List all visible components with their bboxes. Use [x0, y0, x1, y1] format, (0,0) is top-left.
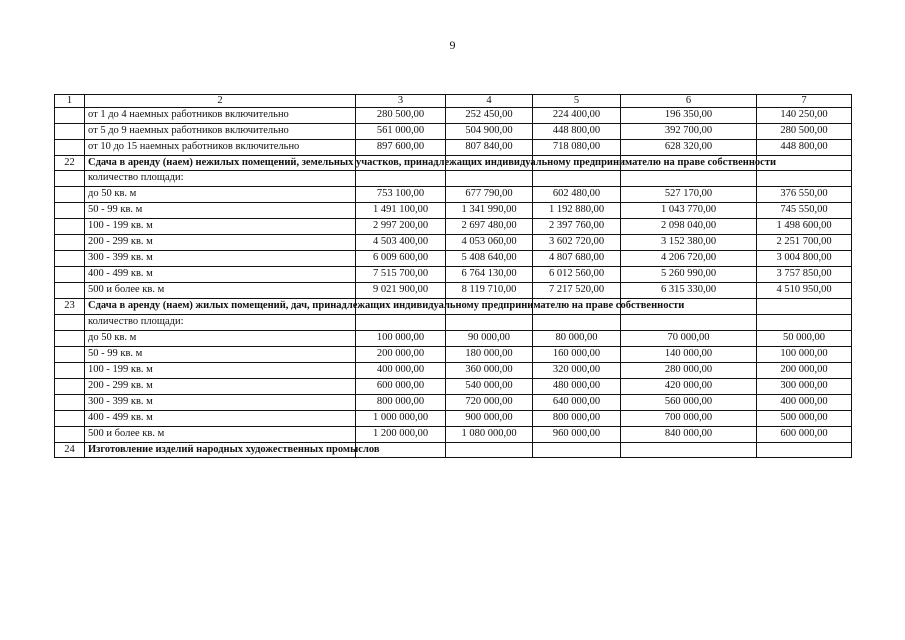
- empty-cell: [55, 346, 85, 362]
- value-cell: 400 000,00: [356, 362, 446, 378]
- value-cell: 280 500,00: [757, 124, 852, 140]
- value-cell: [621, 314, 757, 330]
- value-cell: 897 600,00: [356, 140, 446, 156]
- row-label: 500 и более кв. м: [85, 283, 356, 299]
- table-row: [55, 251, 852, 267]
- value-cell: 6 009 600,00: [356, 251, 446, 267]
- row-label: количество площади:: [85, 171, 356, 187]
- value-cell: 6 315 330,00: [621, 283, 757, 299]
- value-cell: 4 510 950,00: [757, 283, 852, 299]
- value-cell: 3 757 850,00: [757, 267, 852, 283]
- value-cell: 960 000,00: [533, 426, 621, 442]
- section-heading-row: [55, 442, 852, 457]
- value-cell: 7 217 520,00: [533, 283, 621, 299]
- value-cell: 448 800,00: [757, 140, 852, 156]
- column-number: 5: [533, 95, 621, 108]
- empty-cell: [757, 442, 852, 457]
- table-row: [55, 203, 852, 219]
- value-cell: 1 043 770,00: [621, 203, 757, 219]
- table-row: [55, 140, 852, 156]
- row-label: от 5 до 9 наемных работников включительно: [85, 124, 356, 140]
- empty-cell: [621, 442, 757, 457]
- table-row: [55, 394, 852, 410]
- value-cell: 2 251 700,00: [757, 235, 852, 251]
- column-number: 3: [356, 95, 446, 108]
- value-cell: 140 250,00: [757, 108, 852, 124]
- row-label: 400 - 499 кв. м: [85, 267, 356, 283]
- value-cell: 360 000,00: [446, 362, 533, 378]
- value-cell: 2 997 200,00: [356, 219, 446, 235]
- section-heading-row: [55, 156, 852, 171]
- value-cell: 1 080 000,00: [446, 426, 533, 442]
- empty-cell: [55, 171, 85, 187]
- value-cell: 753 100,00: [356, 187, 446, 203]
- row-label: до 50 кв. м: [85, 187, 356, 203]
- table-row: [55, 187, 852, 203]
- value-cell: 3 152 380,00: [621, 235, 757, 251]
- empty-cell: [757, 299, 852, 314]
- value-cell: 720 000,00: [446, 394, 533, 410]
- empty-cell: [55, 410, 85, 426]
- section-number: 23: [55, 299, 85, 314]
- empty-cell: [55, 426, 85, 442]
- value-cell: 745 550,00: [757, 203, 852, 219]
- value-cell: 80 000,00: [533, 330, 621, 346]
- value-cell: 180 000,00: [446, 346, 533, 362]
- value-cell: 1 200 000,00: [356, 426, 446, 442]
- section-number: 22: [55, 156, 85, 171]
- tariff-table: [54, 94, 852, 458]
- value-cell: 840 000,00: [621, 426, 757, 442]
- empty-cell: [55, 283, 85, 299]
- value-cell: 628 320,00: [621, 140, 757, 156]
- row-label: 200 - 299 кв. м: [85, 378, 356, 394]
- section-title: Изготовление изделий народных художественных промыслов: [85, 442, 356, 457]
- value-cell: 7 515 700,00: [356, 267, 446, 283]
- value-cell: 6 764 130,00: [446, 267, 533, 283]
- value-cell: 560 000,00: [621, 394, 757, 410]
- value-cell: 3 004 800,00: [757, 251, 852, 267]
- row-label: от 10 до 15 наемных работников включительно: [85, 140, 356, 156]
- column-number: 6: [621, 95, 757, 108]
- section-title: Сдача в аренду (наем) нежилых помещений, земельных участков, принадлежащих индивидуальному предпринимателю на праве собственности: [85, 156, 356, 171]
- value-cell: 600 000,00: [356, 378, 446, 394]
- value-cell: 1 000 000,00: [356, 410, 446, 426]
- row-label: от 1 до 4 наемных работников включительно: [85, 108, 356, 124]
- table-row: [55, 346, 852, 362]
- value-cell: 1 341 990,00: [446, 203, 533, 219]
- empty-cell: [55, 124, 85, 140]
- value-cell: 200 000,00: [757, 362, 852, 378]
- value-cell: 4 807 680,00: [533, 251, 621, 267]
- value-cell: 1 498 600,00: [757, 219, 852, 235]
- column-number: 4: [446, 95, 533, 108]
- table-row: [55, 108, 852, 124]
- column-number: 7: [757, 95, 852, 108]
- table-row: [55, 267, 852, 283]
- table-row: [55, 314, 852, 330]
- value-cell: 2 697 480,00: [446, 219, 533, 235]
- value-cell: 160 000,00: [533, 346, 621, 362]
- page-number: 9: [449, 38, 456, 52]
- value-cell: 527 170,00: [621, 187, 757, 203]
- table-row: [55, 426, 852, 442]
- row-label: до 50 кв. м: [85, 330, 356, 346]
- empty-cell: [55, 314, 85, 330]
- value-cell: 300 000,00: [757, 378, 852, 394]
- value-cell: 4 053 060,00: [446, 235, 533, 251]
- value-cell: 640 000,00: [533, 394, 621, 410]
- value-cell: [446, 171, 533, 187]
- table-row: [55, 219, 852, 235]
- value-cell: [446, 314, 533, 330]
- column-number-row: [55, 95, 852, 108]
- value-cell: 1 192 880,00: [533, 203, 621, 219]
- row-label: количество площади:: [85, 314, 356, 330]
- empty-cell: [55, 362, 85, 378]
- value-cell: 100 000,00: [757, 346, 852, 362]
- empty-cell: [55, 251, 85, 267]
- table-row: [55, 283, 852, 299]
- value-cell: [356, 171, 446, 187]
- table-row: [55, 362, 852, 378]
- value-cell: 9 021 900,00: [356, 283, 446, 299]
- column-number: 2: [85, 95, 356, 108]
- value-cell: 3 602 720,00: [533, 235, 621, 251]
- value-cell: [533, 171, 621, 187]
- value-cell: 420 000,00: [621, 378, 757, 394]
- empty-cell: [55, 378, 85, 394]
- empty-cell: [55, 187, 85, 203]
- value-cell: 5 408 640,00: [446, 251, 533, 267]
- value-cell: 1 491 100,00: [356, 203, 446, 219]
- value-cell: 100 000,00: [356, 330, 446, 346]
- row-label: 300 - 399 кв. м: [85, 251, 356, 267]
- value-cell: 540 000,00: [446, 378, 533, 394]
- value-cell: 4 206 720,00: [621, 251, 757, 267]
- row-label: 500 и более кв. м: [85, 426, 356, 442]
- value-cell: 6 012 560,00: [533, 267, 621, 283]
- row-label: 100 - 199 кв. м: [85, 219, 356, 235]
- empty-cell: [446, 442, 533, 457]
- value-cell: 5 260 990,00: [621, 267, 757, 283]
- value-cell: [533, 314, 621, 330]
- value-cell: 50 000,00: [757, 330, 852, 346]
- value-cell: 2 098 040,00: [621, 219, 757, 235]
- value-cell: 90 000,00: [446, 330, 533, 346]
- value-cell: 2 397 760,00: [533, 219, 621, 235]
- value-cell: 600 000,00: [757, 426, 852, 442]
- section-number: 24: [55, 442, 85, 457]
- section-heading-row: [55, 299, 852, 314]
- value-cell: 700 000,00: [621, 410, 757, 426]
- empty-cell: [533, 442, 621, 457]
- value-cell: [356, 314, 446, 330]
- value-cell: 70 000,00: [621, 330, 757, 346]
- section-title: Сдача в аренду (наем) жилых помещений, дач, принадлежащих индивидуальному предпринимателю на праве собственности: [85, 299, 356, 314]
- value-cell: 602 480,00: [533, 187, 621, 203]
- row-label: 50 - 99 кв. м: [85, 203, 356, 219]
- value-cell: 448 800,00: [533, 124, 621, 140]
- value-cell: 480 000,00: [533, 378, 621, 394]
- row-label: 300 - 399 кв. м: [85, 394, 356, 410]
- value-cell: 800 000,00: [356, 394, 446, 410]
- column-number: 1: [55, 95, 85, 108]
- value-cell: 320 000,00: [533, 362, 621, 378]
- table-row: [55, 171, 852, 187]
- empty-cell: [55, 203, 85, 219]
- empty-cell: [55, 140, 85, 156]
- value-cell: 900 000,00: [446, 410, 533, 426]
- value-cell: 4 503 400,00: [356, 235, 446, 251]
- value-cell: 252 450,00: [446, 108, 533, 124]
- value-cell: 718 080,00: [533, 140, 621, 156]
- value-cell: 280 500,00: [356, 108, 446, 124]
- row-label: 100 - 199 кв. м: [85, 362, 356, 378]
- empty-cell: [55, 219, 85, 235]
- value-cell: 500 000,00: [757, 410, 852, 426]
- tariff-table-body: [55, 95, 852, 458]
- value-cell: 280 000,00: [621, 362, 757, 378]
- row-label: 50 - 99 кв. м: [85, 346, 356, 362]
- value-cell: 224 400,00: [533, 108, 621, 124]
- table-row: [55, 235, 852, 251]
- value-cell: 504 900,00: [446, 124, 533, 140]
- value-cell: [757, 314, 852, 330]
- value-cell: 376 550,00: [757, 187, 852, 203]
- table-row: [55, 410, 852, 426]
- value-cell: 8 119 710,00: [446, 283, 533, 299]
- empty-cell: [55, 330, 85, 346]
- value-cell: 392 700,00: [621, 124, 757, 140]
- value-cell: 807 840,00: [446, 140, 533, 156]
- row-label: 200 - 299 кв. м: [85, 235, 356, 251]
- empty-cell: [55, 394, 85, 410]
- value-cell: 200 000,00: [356, 346, 446, 362]
- row-label: 400 - 499 кв. м: [85, 410, 356, 426]
- value-cell: [621, 171, 757, 187]
- empty-cell: [55, 108, 85, 124]
- value-cell: 677 790,00: [446, 187, 533, 203]
- value-cell: 800 000,00: [533, 410, 621, 426]
- table-row: [55, 330, 852, 346]
- value-cell: 400 000,00: [757, 394, 852, 410]
- value-cell: 196 350,00: [621, 108, 757, 124]
- empty-cell: [55, 267, 85, 283]
- value-cell: 140 000,00: [621, 346, 757, 362]
- empty-cell: [55, 235, 85, 251]
- table-row: [55, 124, 852, 140]
- table-row: [55, 378, 852, 394]
- value-cell: 561 000,00: [356, 124, 446, 140]
- value-cell: [757, 171, 852, 187]
